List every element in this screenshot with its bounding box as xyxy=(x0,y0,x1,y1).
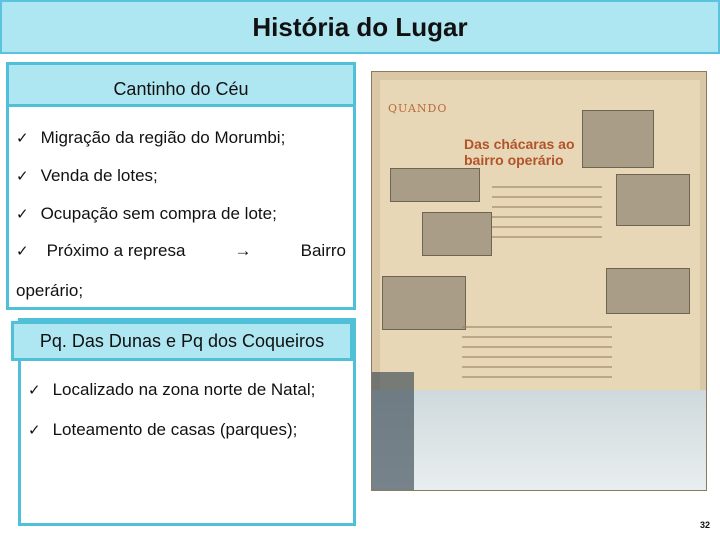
text-line xyxy=(492,206,602,208)
text-line xyxy=(492,216,602,218)
page-title: História do Lugar xyxy=(252,11,468,42)
title-bar xyxy=(0,0,720,54)
book-page-photo xyxy=(371,71,707,491)
photo-aerial xyxy=(390,168,480,202)
bullet-text: Loteamento de casas (parques); xyxy=(52,420,298,439)
bullet-text: Migração da região do Morumbi; xyxy=(40,128,286,147)
text-line xyxy=(492,196,602,198)
bullet-migracao xyxy=(16,128,285,148)
photo-shadow xyxy=(372,372,414,491)
check-icon: ✓ xyxy=(28,421,41,439)
bullet-text: Venda de lotes; xyxy=(40,166,158,185)
text-line xyxy=(462,346,612,348)
check-icon: ✓ xyxy=(16,205,29,223)
bullet-ocupacao xyxy=(16,204,277,224)
bullet-text: Ocupação sem compra de lote; xyxy=(40,204,277,223)
cantinho-header xyxy=(9,65,353,107)
arrow-right-icon: → xyxy=(234,241,252,260)
check-icon: ✓ xyxy=(16,129,29,147)
text-line xyxy=(492,236,602,238)
bullet-text: Localizado na zona norte de Natal; xyxy=(52,380,316,399)
cantinho-header-text: Cantinho do Céu xyxy=(113,79,249,99)
bullet-text-part2: Bairro xyxy=(300,241,346,260)
dunas-header-text: Pq. Das Dunas e Pq dos Coqueiros xyxy=(39,330,325,351)
bullet-localizado xyxy=(28,380,315,400)
cantinho-panel xyxy=(6,62,356,310)
text-line xyxy=(492,226,602,228)
bullet-venda xyxy=(16,166,158,186)
check-icon: ✓ xyxy=(16,167,29,185)
lake-photo xyxy=(372,390,707,491)
bullet-text-justified xyxy=(41,241,346,261)
photo-label: QUANDO xyxy=(388,102,448,115)
photo-crowd xyxy=(382,276,466,330)
check-icon: ✓ xyxy=(28,381,41,399)
text-line xyxy=(492,186,602,188)
bullet-text-part1: Próximo a represa xyxy=(46,241,186,260)
dunas-header xyxy=(11,321,353,361)
page-number: 32 xyxy=(699,520,710,530)
photo-river xyxy=(606,268,690,314)
text-line xyxy=(462,356,612,358)
photo-street xyxy=(422,212,492,256)
photo-church xyxy=(582,110,654,168)
check-icon: ✓ xyxy=(16,242,29,260)
text-line xyxy=(462,366,612,368)
photo-heading: Das chácaras ao bairro operário xyxy=(464,136,575,168)
bullet-continuation: operário; xyxy=(16,281,84,300)
bullet-proximo xyxy=(16,241,346,261)
text-line xyxy=(462,336,612,338)
text-line xyxy=(462,326,612,328)
bullet-loteamento xyxy=(28,420,297,440)
photo-house xyxy=(616,174,690,226)
text-line xyxy=(462,376,612,378)
